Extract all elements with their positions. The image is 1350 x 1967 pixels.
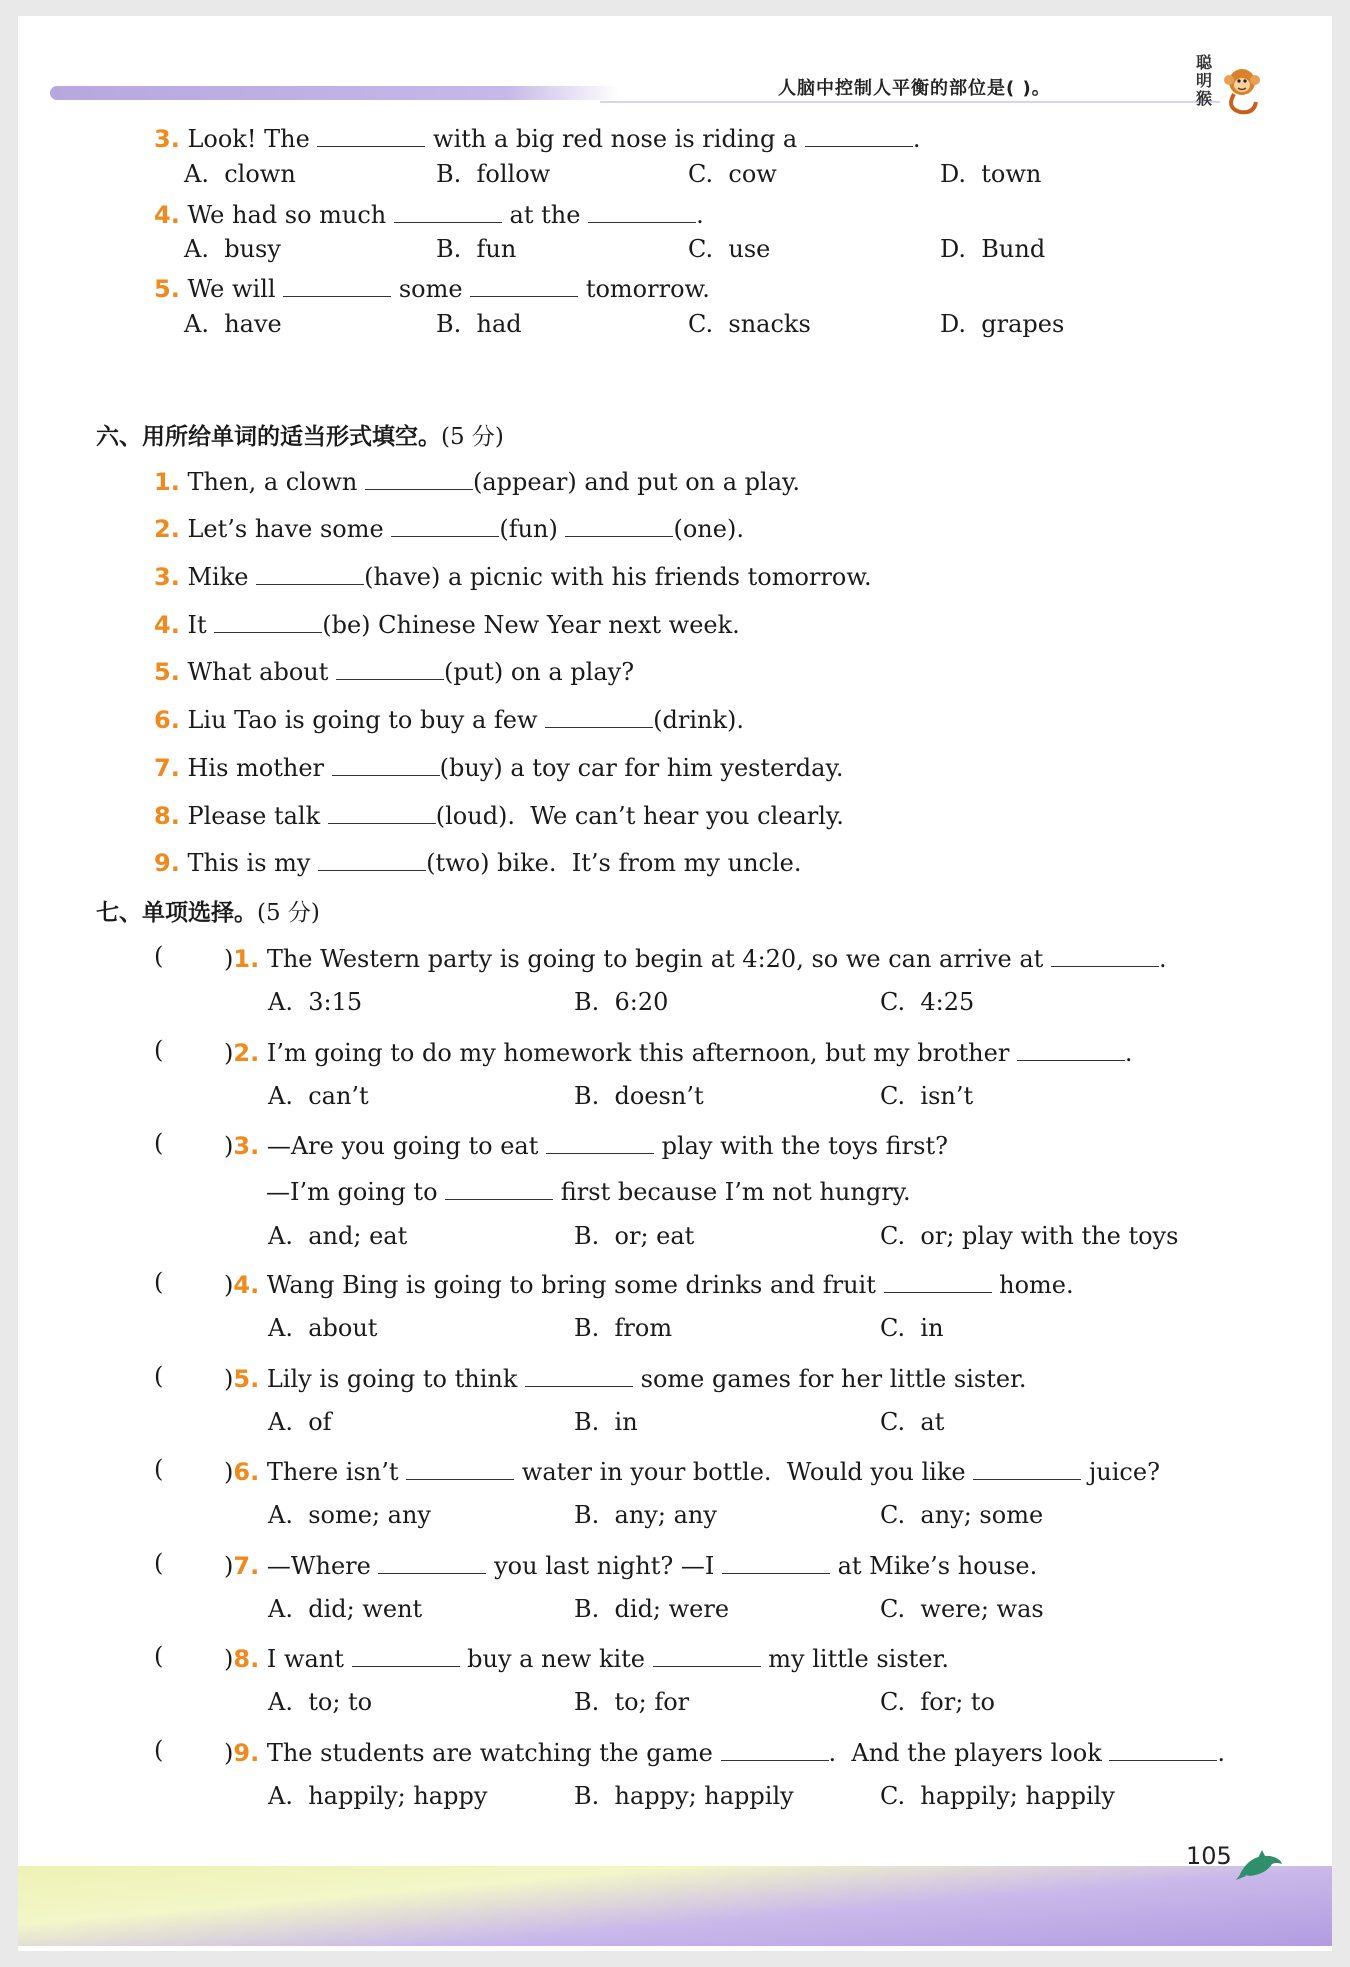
question-line <box>154 799 844 830</box>
question-text: with a big red nose is riding a <box>425 125 805 153</box>
answer-blank[interactable] <box>588 198 696 223</box>
answer-blank[interactable] <box>394 198 502 223</box>
question-text: . <box>1217 1739 1226 1767</box>
question-text: . <box>696 201 704 229</box>
option-b[interactable]: B. to; for <box>574 1688 690 1716</box>
option-c[interactable]: C. for; to <box>880 1688 996 1716</box>
question-text: (drink). <box>653 706 745 734</box>
question-text: Lily is going to think <box>259 1365 525 1393</box>
option-b[interactable]: B. in <box>574 1408 638 1436</box>
option-a[interactable]: A. can’t <box>268 1082 369 1110</box>
question-text: I’m going to do my homework this afternoon, but my brother <box>259 1039 1017 1067</box>
question-text: —I’m going to <box>266 1178 446 1206</box>
section-title: 六、用所给单词的适当形式填空。 <box>96 424 441 450</box>
brand-text: 聪明猴 <box>1196 53 1213 108</box>
question-line <box>224 1455 1160 1486</box>
question-text: This is my <box>179 849 319 877</box>
option-d[interactable]: D. grapes <box>940 310 1065 338</box>
question-text: ) <box>224 1039 234 1067</box>
answer-blank[interactable] <box>391 512 499 537</box>
question-line <box>154 560 872 591</box>
question-text: —Where <box>259 1552 379 1580</box>
answer-blank[interactable] <box>332 751 440 776</box>
question-text: water in your bottle. Would you like <box>514 1458 974 1486</box>
question-text: ) <box>224 1739 234 1767</box>
question-text: . <box>1124 1039 1133 1067</box>
answer-blank[interactable] <box>546 1129 654 1154</box>
option-c[interactable]: C. at <box>880 1408 945 1436</box>
question-number: 4. <box>154 201 180 229</box>
question-text: ) <box>224 1271 234 1299</box>
question-number: 3. <box>154 563 180 591</box>
question-text: . And the players look <box>828 1739 1110 1767</box>
option-b[interactable]: B. 6:20 <box>574 988 669 1016</box>
header-question: 人脑中控制人平衡的部位是( )。 <box>778 78 1051 99</box>
question-text: Wang Bing is going to bring some drinks and fruit <box>259 1271 884 1299</box>
answer-blank[interactable] <box>352 1642 460 1667</box>
question-line <box>224 942 1167 973</box>
question-text: my little sister. <box>760 1645 949 1673</box>
answer-blank[interactable] <box>445 1175 553 1200</box>
answer-paren-open[interactable]: ( <box>154 1129 164 1157</box>
option-b[interactable]: B. happy; happily <box>574 1782 794 1810</box>
answer-blank[interactable] <box>256 560 364 585</box>
answer-paren-open[interactable]: ( <box>154 942 164 970</box>
answer-blank[interactable] <box>318 846 426 871</box>
question-text: (loud). We can’t hear you clearly. <box>435 802 844 830</box>
question-text: juice? <box>1081 1458 1160 1486</box>
question-number: 3. <box>154 125 180 153</box>
question-line <box>154 703 744 734</box>
option-b[interactable]: B. from <box>574 1314 673 1342</box>
question-line <box>154 846 801 877</box>
question-text: ) <box>224 1132 234 1160</box>
question-text: home. <box>991 1271 1074 1299</box>
question-number: 5. <box>154 275 180 303</box>
question-text: ) <box>224 1365 234 1393</box>
question-line <box>154 122 921 153</box>
question-text: ) <box>224 1552 234 1580</box>
section-points: (5 分) <box>257 900 320 926</box>
answer-blank[interactable] <box>721 1736 829 1761</box>
option-c[interactable]: C. happily; happily <box>880 1782 1115 1810</box>
answer-blank[interactable] <box>1109 1736 1217 1761</box>
question-number: 5. <box>154 658 180 686</box>
question-text: His mother <box>179 754 332 782</box>
question-text: The Western party is going to begin at 4:20, so we can arrive at <box>259 945 1051 973</box>
question-number: 7. <box>233 1552 260 1580</box>
section-points: (5 分) <box>441 424 504 450</box>
option-b[interactable]: B. or; eat <box>574 1222 695 1250</box>
question-text: (two) bike. It’s from my uncle. <box>426 849 802 877</box>
answer-blank[interactable] <box>283 272 391 297</box>
answer-paren-open[interactable]: ( <box>154 1362 164 1390</box>
option-c[interactable]: C. snacks <box>688 310 811 338</box>
answer-blank[interactable] <box>378 1549 486 1574</box>
option-c[interactable]: C. were; was <box>880 1595 1044 1623</box>
question-text: Look! The <box>179 125 318 153</box>
dolphin-icon <box>1236 1848 1284 1884</box>
question-text: Mike <box>179 563 257 591</box>
option-a[interactable]: A. of <box>268 1408 332 1436</box>
answer-blank[interactable] <box>722 1549 830 1574</box>
question-line <box>154 608 740 639</box>
question-text: I want <box>259 1645 352 1673</box>
option-c[interactable]: C. 4:25 <box>880 988 975 1016</box>
option-b[interactable]: B. follow <box>436 160 551 188</box>
question-text: first because I’m not hungry. <box>553 1178 911 1206</box>
option-c[interactable]: C. cow <box>688 160 777 188</box>
question-text: ) <box>224 945 234 973</box>
question-line <box>224 1036 1133 1067</box>
question-number: 4. <box>233 1271 260 1299</box>
question-line <box>154 198 704 229</box>
question-text: What about <box>179 658 337 686</box>
question-text: play with the toys first? <box>654 1132 948 1160</box>
option-c[interactable]: C. or; play with the toys <box>880 1222 1179 1250</box>
option-a[interactable]: A. did; went <box>268 1595 423 1623</box>
answer-paren-open[interactable]: ( <box>154 1549 164 1577</box>
question-number: 2. <box>233 1039 260 1067</box>
answer-blank[interactable] <box>545 703 653 728</box>
question-text: . <box>1158 945 1167 973</box>
question-text: (buy) a toy car for him yesterday. <box>439 754 844 782</box>
question-number: 3. <box>233 1132 260 1160</box>
option-a[interactable]: A. 3:15 <box>268 988 363 1016</box>
question-number: 6. <box>233 1458 260 1486</box>
option-a[interactable]: A. have <box>184 310 282 338</box>
answer-blank[interactable] <box>470 272 578 297</box>
option-a[interactable]: A. happily; happy <box>268 1782 488 1810</box>
question-text: —Are you going to eat <box>259 1132 547 1160</box>
monkey-icon <box>1220 64 1266 116</box>
question-number: 8. <box>233 1645 260 1673</box>
question-text: We will <box>179 275 284 303</box>
question-number: 9. <box>154 849 180 877</box>
answer-paren-open[interactable]: ( <box>154 1642 164 1670</box>
question-line <box>154 465 800 496</box>
answer-paren-open[interactable]: ( <box>154 1268 164 1296</box>
option-a[interactable]: A. busy <box>184 235 281 263</box>
footer-stripe <box>18 1866 1332 1946</box>
section-7-title <box>96 894 320 927</box>
question-text: tomorrow. <box>578 275 710 303</box>
question-number: 7. <box>154 754 180 782</box>
question-text: Liu Tao is going to buy a few <box>179 706 546 734</box>
question-text: ) <box>224 1458 234 1486</box>
option-b[interactable]: B. doesn’t <box>574 1082 704 1110</box>
answer-blank[interactable] <box>1017 1036 1125 1061</box>
option-a[interactable]: A. and; eat <box>268 1222 408 1250</box>
option-c[interactable]: C. in <box>880 1314 944 1342</box>
question-text: some <box>391 275 471 303</box>
option-c[interactable]: C. isn’t <box>880 1082 974 1110</box>
question-text: (appear) and put on a play. <box>472 468 801 496</box>
page-number: 105 <box>1186 1842 1232 1870</box>
question-text: The students are watching the game <box>259 1739 721 1767</box>
option-b[interactable]: B. any; any <box>574 1501 717 1529</box>
question-text: Let’s have some <box>179 515 392 543</box>
answer-blank[interactable] <box>365 465 473 490</box>
option-a[interactable]: A. clown <box>184 160 296 188</box>
answer-paren-open[interactable]: ( <box>154 1455 164 1483</box>
question-text: (have) a picnic with his friends tomorrow. <box>364 563 872 591</box>
question-line <box>154 655 634 686</box>
question-number: 8. <box>154 802 180 830</box>
question-text: There isn’t <box>259 1458 407 1486</box>
answer-blank[interactable] <box>653 1642 761 1667</box>
question-number: 1. <box>154 468 180 496</box>
question-number: 1. <box>233 945 260 973</box>
option-b[interactable]: B. fun <box>436 235 517 263</box>
question-text: at Mike’s house. <box>829 1552 1038 1580</box>
question-number: 2. <box>154 515 180 543</box>
question-text: ) <box>224 1645 234 1673</box>
question-line <box>224 1129 948 1160</box>
question-text: Please talk <box>179 802 328 830</box>
question-line <box>224 1642 949 1673</box>
header-stripe <box>50 86 620 100</box>
option-a[interactable]: A. about <box>268 1314 378 1342</box>
header-rule <box>600 101 1220 103</box>
question-text: buy a new kite <box>459 1645 653 1673</box>
option-b[interactable]: B. had <box>436 310 522 338</box>
option-c[interactable]: C. use <box>688 235 771 263</box>
question-line <box>154 272 710 303</box>
question-text: We had so much <box>179 201 394 229</box>
answer-blank[interactable] <box>884 1268 992 1293</box>
question-number: 5. <box>233 1365 260 1393</box>
question-text: (put) on a play? <box>444 658 635 686</box>
answer-blank[interactable] <box>525 1362 633 1387</box>
section-6-title <box>96 418 504 451</box>
question-number: 9. <box>233 1739 260 1767</box>
answer-blank[interactable] <box>328 799 436 824</box>
answer-blank[interactable] <box>565 512 673 537</box>
question-number: 4. <box>154 611 180 639</box>
question-text: (one). <box>673 515 744 543</box>
option-d[interactable]: D. town <box>940 160 1042 188</box>
answer-blank[interactable] <box>805 122 913 147</box>
answer-blank[interactable] <box>214 608 322 633</box>
question-line-2 <box>266 1175 911 1206</box>
question-number: 6. <box>154 706 180 734</box>
question-line <box>224 1736 1225 1767</box>
question-text: some games for her little sister. <box>633 1365 1027 1393</box>
section-title: 七、单项选择。 <box>96 900 257 926</box>
question-text: you last night? —I <box>486 1552 722 1580</box>
question-text: Then, a clown <box>179 468 365 496</box>
question-text: It <box>179 611 215 639</box>
question-text: (fun) <box>499 515 566 543</box>
brand-logo <box>1196 54 1266 120</box>
option-a[interactable]: A. some; any <box>268 1501 431 1529</box>
option-b[interactable]: B. did; were <box>574 1595 730 1623</box>
question-text: (be) Chinese New Year next week. <box>322 611 740 639</box>
answer-blank[interactable] <box>406 1455 514 1480</box>
answer-blank[interactable] <box>317 122 425 147</box>
question-text: . <box>912 125 921 153</box>
question-line <box>154 751 843 782</box>
option-c[interactable]: C. any; some <box>880 1501 1044 1529</box>
question-line <box>224 1362 1027 1393</box>
answer-blank[interactable] <box>336 655 444 680</box>
question-text: at the <box>501 201 589 229</box>
answer-paren-open[interactable]: ( <box>154 1736 164 1764</box>
answer-blank[interactable] <box>1051 942 1159 967</box>
option-d[interactable]: D. Bund <box>940 235 1046 263</box>
question-line <box>224 1268 1074 1299</box>
option-a[interactable]: A. to; to <box>268 1688 373 1716</box>
answer-blank[interactable] <box>973 1455 1081 1480</box>
answer-paren-open[interactable]: ( <box>154 1036 164 1064</box>
question-line <box>224 1549 1037 1580</box>
question-line <box>154 512 744 543</box>
